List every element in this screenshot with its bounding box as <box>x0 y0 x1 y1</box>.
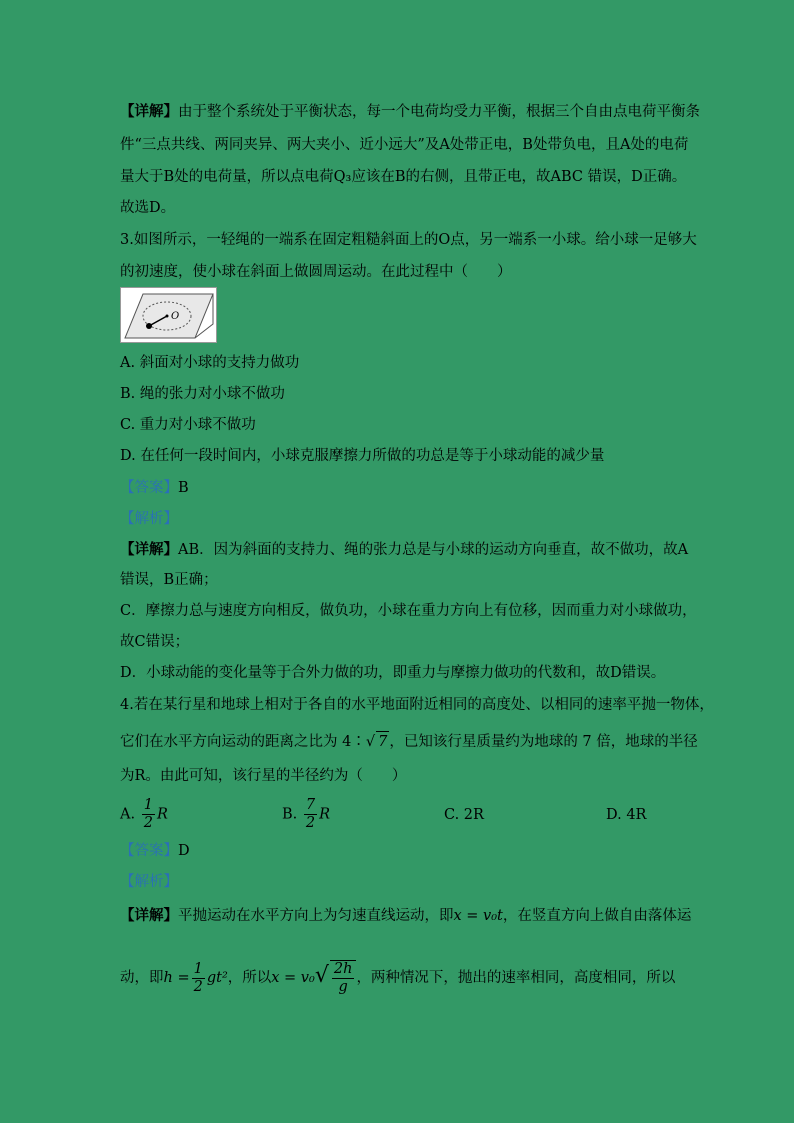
q4-stem-line-1: 4.若在某行星和地球上相对于各自的水平地面附近相同的高度处、以相同的速率平抛一物体， <box>120 697 714 713</box>
detail-line-4: 故选D。 <box>120 200 176 216</box>
analysis-tag: 【解析】 <box>120 511 178 527</box>
detail-tag: 【详解】 <box>120 541 178 558</box>
detail-text: AB．因为斜面的支持力、绳的张力总是与小球的运动方向垂直，故不做功，故A <box>178 542 689 558</box>
fraction <box>192 961 205 996</box>
detail-tag: 【详解】 <box>120 907 178 924</box>
q4-analysis-tag <box>120 872 680 892</box>
q4-stem-text-a: 它们在水平方向运动的距离之比为 4∶ <box>120 734 366 750</box>
q3-detail-line-5: D．小球动能的变化量等于合外力做的功，即重力与摩擦力做功的代数和，故D错误。 <box>120 665 666 681</box>
point-o-label: O <box>171 311 180 322</box>
fraction <box>332 961 355 996</box>
detail-text: 平抛运动在水平方向上为匀速直线运动，即 <box>178 908 454 924</box>
q3-stem-line-1: 3.如图所示，一轻绳的一端系在固定粗糙斜面上的O点，另一端系一小球。给小球一足够大 <box>120 232 697 248</box>
answer-tag: 【答案】 <box>120 843 178 859</box>
q4-option-b <box>282 797 330 832</box>
sqrt-radicand <box>330 960 357 996</box>
frac-num: 7 <box>305 797 316 813</box>
equation: gt² <box>206 970 228 986</box>
q3-detail-line-4: 故C错误； <box>120 634 190 650</box>
q4-stem-line-3: 为R。由此可知，该行星的半径约为（ ） <box>120 768 407 784</box>
answer-value: D <box>178 843 190 859</box>
q3-detail-line-2: 错误，B正确； <box>120 572 218 588</box>
q3-option-d: D. 在任何一段时间内，小球克服摩擦力所做的功总是等于小球动能的减少量 <box>120 448 605 464</box>
analysis-tag: 【解析】 <box>120 874 178 890</box>
detail-line-2: 件“三点共线、两同夹异、两大夹小、近小远大”及A处带正电，B处带负电，且A处的电荷 <box>120 137 689 153</box>
q4-answer <box>120 841 680 861</box>
q4-option-d: D. 4R <box>606 807 647 823</box>
q4-option-c: C. 2R <box>444 807 484 823</box>
frac-den: 2 <box>193 978 203 995</box>
variable: R <box>156 806 168 823</box>
equation: x = v₀ <box>271 970 315 986</box>
incline-figure <box>121 288 216 342</box>
q3-detail-line-1 <box>120 540 689 560</box>
q4-detail-line-1 <box>120 906 692 926</box>
equation: h = <box>163 970 190 986</box>
detail-text: 由于整个系统处于平衡状态，每一个电荷均受力平衡，根据三个自由点电荷平衡条 <box>178 104 700 120</box>
equation: x = v₀t <box>453 908 503 924</box>
q3-analysis-tag <box>120 509 680 529</box>
variable: R <box>319 806 331 823</box>
q3-stem-line-2: 的初速度，使小球在斜面上做圆周运动。在此过程中（ ） <box>120 264 512 280</box>
q4-detail-line-2 <box>120 956 680 996</box>
frac-num: 1 <box>193 960 203 977</box>
detail-line-3: 量大于B处的电荷量，所以点电荷Q₃应该在B的右侧，且带正电，故ABC 错误，D正确。 <box>120 169 687 185</box>
fraction <box>304 797 317 832</box>
frac-den: 2 <box>305 815 316 831</box>
q3-option-c: C. 重力对小球不做功 <box>120 417 256 433</box>
detail-text: ，所以 <box>227 970 272 986</box>
detail-line-1 <box>120 102 700 122</box>
q4-stem-line-2 <box>120 731 698 752</box>
detail-text: 动，即 <box>120 970 164 986</box>
sqrt-symbol: √ <box>365 734 376 750</box>
sqrt-symbol: √ <box>314 963 329 988</box>
fraction <box>142 797 155 832</box>
answer-value: B <box>178 480 189 496</box>
frac-num: 1 <box>143 797 153 813</box>
option-label: B. <box>282 806 298 823</box>
answer-tag: 【答案】 <box>120 480 178 496</box>
option-label: A. <box>120 806 136 823</box>
q4-stem-text-b: ，已知该行星质量约为地球的 7 倍，地球的半径 <box>389 734 698 750</box>
detail-text: ，在竖直方向上做自由落体运 <box>502 908 692 924</box>
detail-text: ，两种情况下，抛出的速率相同，高度相同，所以 <box>356 970 676 986</box>
frac-num: 2h <box>333 961 353 977</box>
frac-den: g <box>338 979 348 995</box>
incline-circle-diagram <box>120 287 217 343</box>
detail-tag: 【详解】 <box>120 103 178 120</box>
frac-den: 2 <box>143 815 153 831</box>
q3-option-a: A. 斜面对小球的支持力做功 <box>120 355 300 371</box>
q3-option-b: B. 绳的张力对小球不做功 <box>120 386 285 402</box>
q4-option-a <box>120 797 168 832</box>
sqrt-radicand: 7 <box>376 731 389 752</box>
q3-answer <box>120 478 680 498</box>
q3-detail-line-3: C．摩擦力总与速度方向相反，做负功，小球在重力方向上有位移，因而重力对小球做功， <box>120 603 697 619</box>
